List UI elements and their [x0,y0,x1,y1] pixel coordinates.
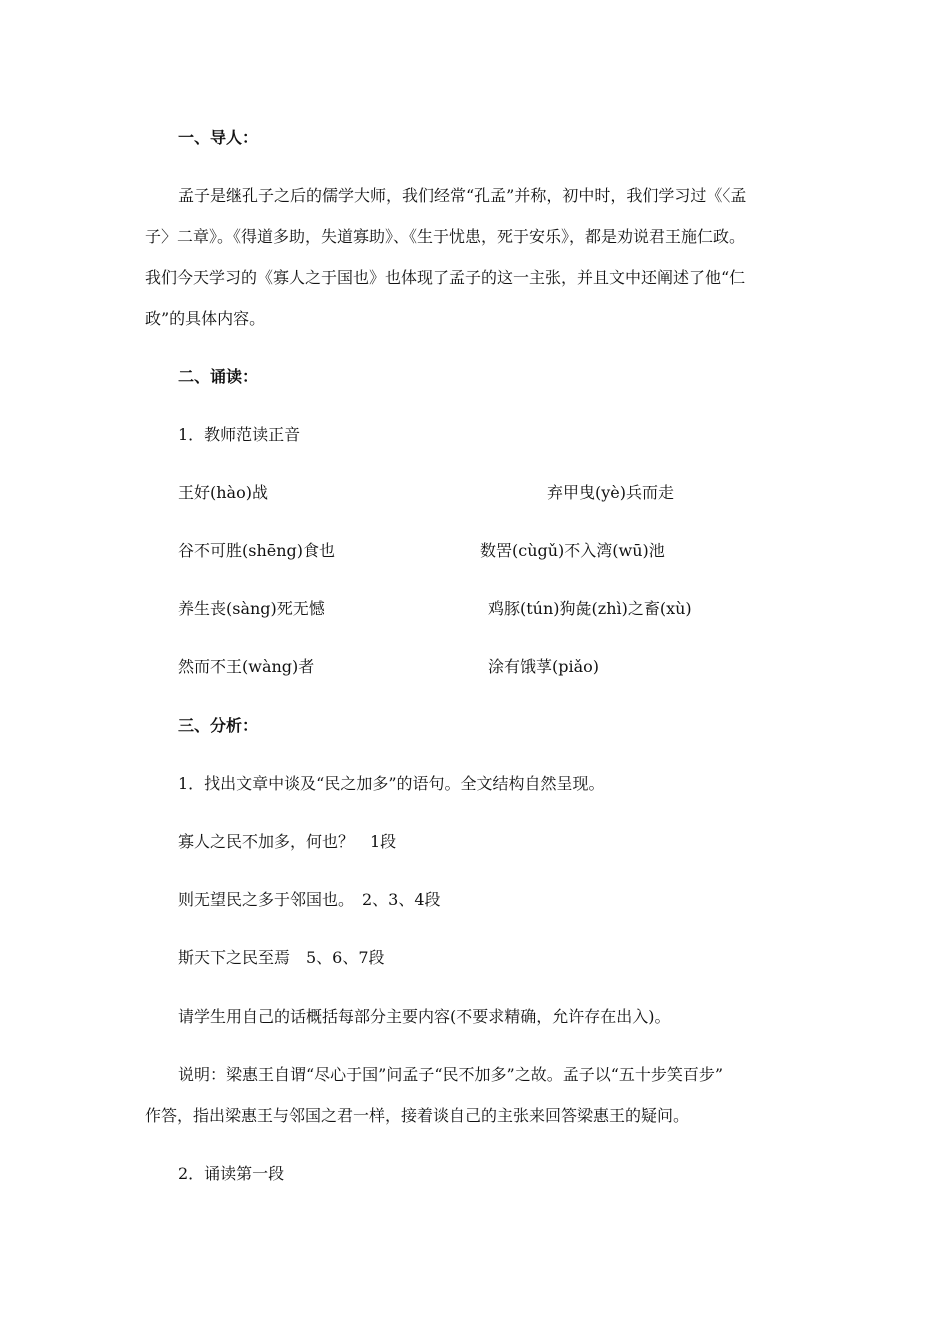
analysis-item-1: 1．找出文章中谈及“民之加多”的语句。全文结构自然呈现。 [178,774,605,793]
intro-heading: 一、导人： [178,128,259,147]
explanation-line-1: 说明：梁惠王自谓“尽心于国”问孟子“民不加多”之故。孟子以“五十步笑百步” [178,1065,724,1084]
reading-subheading: 1．教师范读正音 [178,425,301,444]
analysis-line-1: 寡人之民不加多，何也？ 1段 [178,832,397,851]
pronunciation-right-1: 弃甲曳(yè)兵而走 [547,483,674,502]
reading-heading: 二、诵读： [178,367,259,386]
pronunciation-right-2: 数罟(cùgǔ)不入湾(wū)池 [480,541,665,560]
analysis-line-3: 斯天下之民至焉 5、6、7段 [178,948,385,967]
summary-instruction: 请学生用自己的话概括每部分主要内容(不要求精确，允许存在出入)。 [178,1007,671,1026]
intro-paragraph-line-2: 子〉二章》。《得道多助，失道寡助》、《生于忧患，死于安乐》，都是劝说君王施仁政。 [145,227,746,246]
pronunciation-left-3: 养生丧(sàng)死无憾 [178,599,325,618]
pronunciation-left-4: 然而不王(wàng)者 [178,657,315,676]
explanation-line-2: 作答，指出梁惠王与邻国之君一样，接着谈自己的主张来回答梁惠王的疑问。 [145,1106,690,1125]
analysis-heading: 三、分析： [178,716,259,735]
pronunciation-right-3: 鸡豚(tún)狗彘(zhì)之畜(xù) [488,599,692,618]
analysis-line-2: 则无望民之多于邻国也。 2、3、4段 [178,890,441,909]
intro-paragraph-line-4: 政”的具体内容。 [145,309,266,328]
pronunciation-right-4: 涂有饿莩(piǎo) [488,657,600,676]
analysis-item-2: 2．诵读第一段 [178,1164,285,1183]
intro-paragraph-line-1: 孟子是继孔子之后的儒学大师，我们经常“孔孟”并称，初中时，我们学习过《〈孟 [178,186,747,205]
pronunciation-left-1: 王好(hào)战 [178,483,268,502]
pronunciation-left-2: 谷不可胜(shēng)食也 [178,541,336,560]
intro-paragraph-line-3: 我们今天学习的《寡人之于国也》也体现了孟子的这一主张，并且文中还阐述了他“仁 [145,268,746,287]
